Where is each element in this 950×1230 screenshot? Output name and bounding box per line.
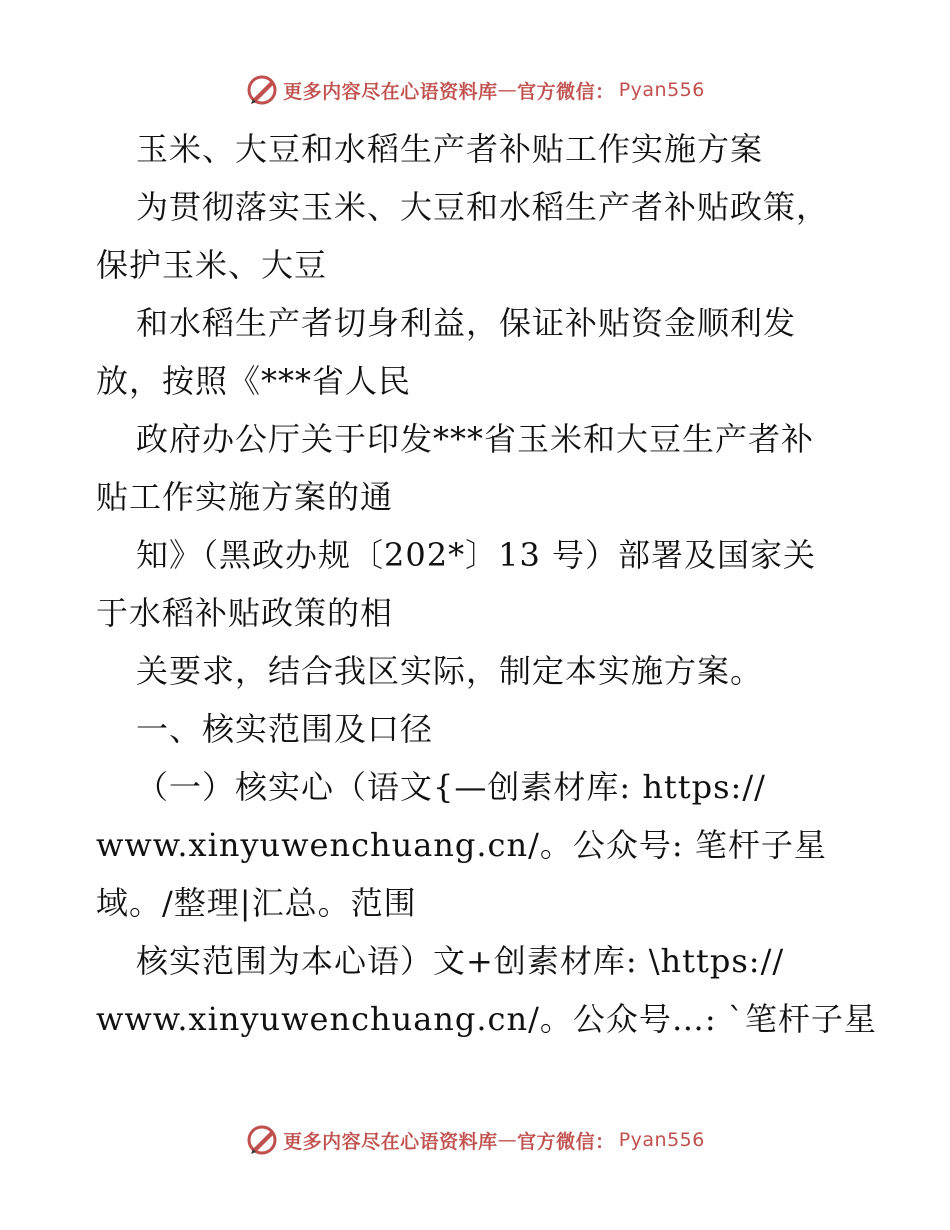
- doc-line: 域。/整理|汇总。范围: [96, 884, 417, 922]
- watermark-text: 更多内容尽在心语资料库: [283, 80, 498, 103]
- doc-line: 贴工作实施方案的通: [96, 478, 394, 516]
- watermark-wechat-id: Pyan556: [618, 1129, 705, 1151]
- watermark-wechat-id: Pyan556: [618, 79, 705, 101]
- section-heading: 一、核实范围及口径: [136, 710, 434, 748]
- document-body: [96, 120, 877, 1048]
- doc-line: www.xinyuwenchuang.cn/。公众号…: `笔杆子星: [96, 1000, 877, 1038]
- doc-line: 关要求，结合我区实际，制定本实施方案。: [136, 652, 764, 690]
- doc-line: （一）核实心（语文{—创素材库: https://: [136, 768, 766, 806]
- pen-logo-icon: [245, 1123, 279, 1157]
- pen-logo-icon: [245, 73, 279, 107]
- doc-line: 保护玉米、大豆: [96, 246, 328, 284]
- watermark-wechat-label: 官方微信：: [517, 80, 615, 103]
- watermark-wechat-label: 官方微信：: [517, 1130, 615, 1153]
- doc-line: 放，按照《***省人民: [96, 362, 412, 400]
- watermark-header: [0, 70, 950, 110]
- watermark-footer: [0, 1120, 950, 1160]
- doc-line: 政府办公厅关于印发***省玉米和大豆生产者补: [136, 420, 815, 458]
- doc-line: 为贯彻落实玉米、大豆和水稻生产者补贴政策，: [136, 188, 830, 226]
- doc-line: 和水稻生产者切身利益，保证补贴资金顺利发: [136, 304, 797, 342]
- watermark-text: 更多内容尽在心语资料库: [283, 1130, 498, 1153]
- watermark-dash: —: [497, 79, 518, 101]
- doc-line: www.xinyuwenchuang.cn/。公众号: 笔杆子星: [96, 826, 827, 864]
- doc-line: 于水稻补贴政策的相: [96, 594, 394, 632]
- doc-line: 核实范围为本心语）文+创素材库: \https://: [136, 942, 785, 980]
- doc-line: 知》（黑政办规〔202*〕13 号）部署及国家关: [136, 536, 816, 574]
- doc-line: 玉米、大豆和水稻生产者补贴工作实施方案: [136, 130, 764, 168]
- watermark-dash: —: [497, 1129, 518, 1151]
